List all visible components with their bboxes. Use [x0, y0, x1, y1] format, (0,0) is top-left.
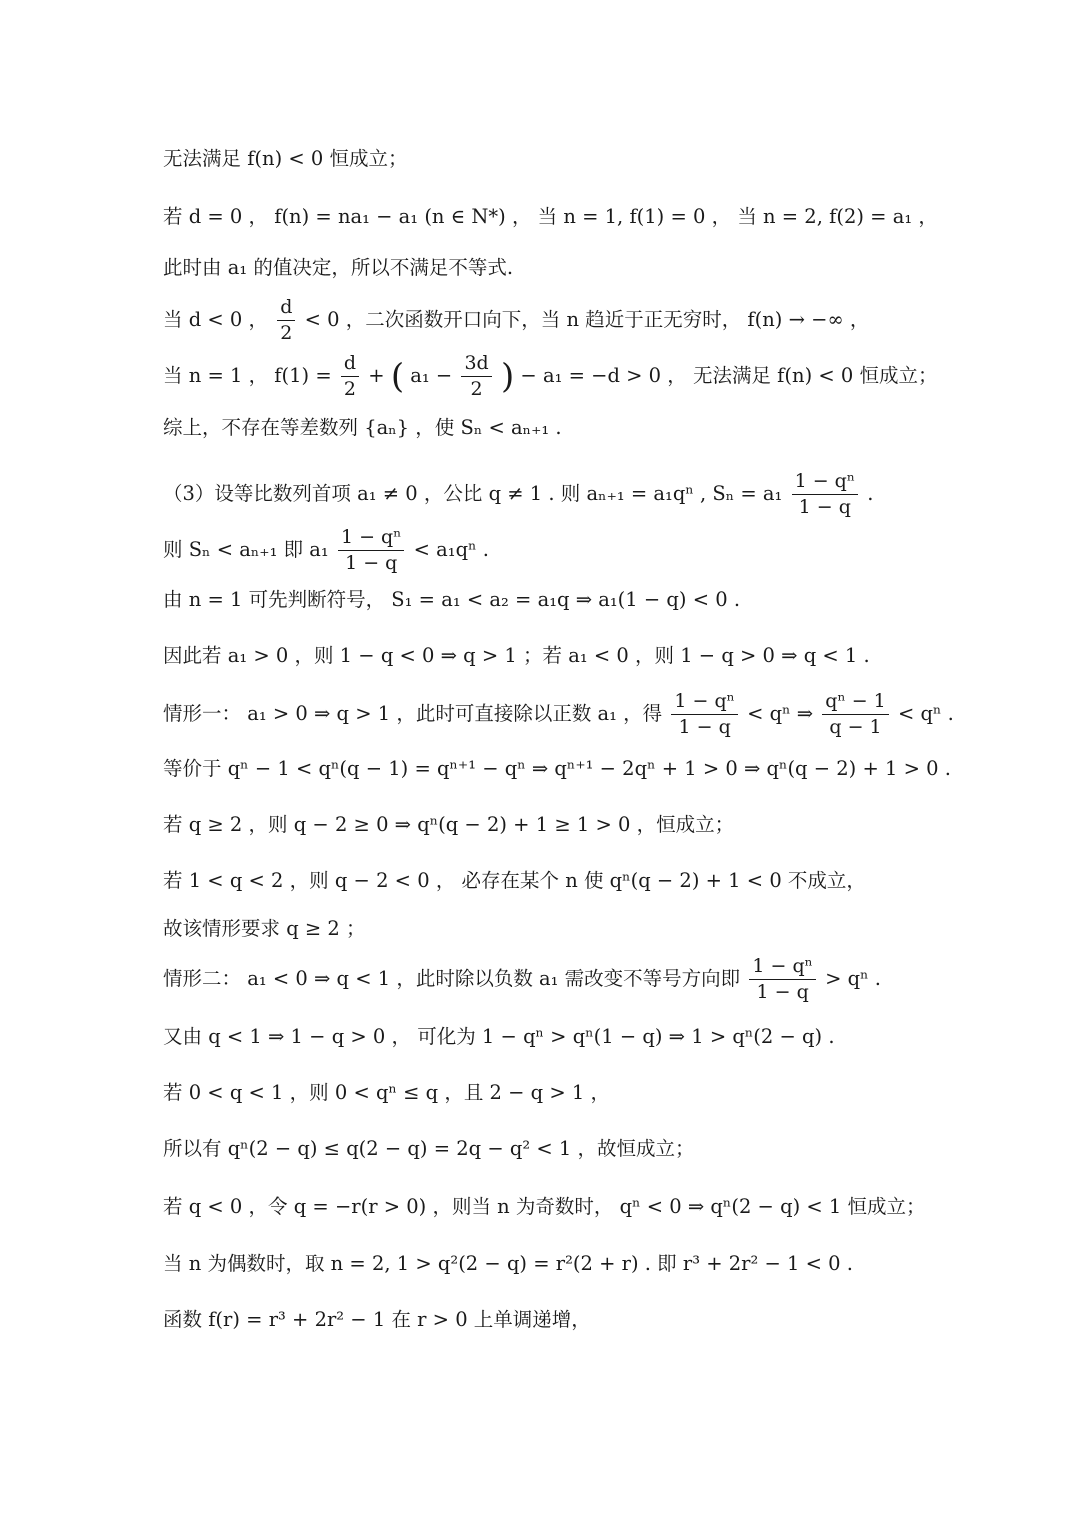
text-line: 当 n 为偶数时，取 n = 2, 1 > q²(2 − q) = r²(2 + r) . 即 r³ + 2r² − 1 < 0 . — [163, 1252, 853, 1275]
text-fragment: < qⁿ ⇒ — [747, 702, 814, 725]
fraction-denominator: 2 — [280, 322, 293, 344]
text-fragment: < a₁qⁿ . — [413, 538, 489, 561]
fraction-numerator: d — [277, 296, 295, 321]
text-line: 函数 f(r) = r³ + 2r² − 1 在 r > 0 上单调递增， — [163, 1308, 591, 1331]
text-fragment: 情形二： a₁ < 0 ⇒ q < 1 ，此时除以负数 a₁ 需改变不等号方向即 — [163, 967, 741, 990]
fraction — [277, 296, 295, 345]
fraction-denominator: 1 − q — [678, 716, 731, 738]
fraction-numerator: 1 − qⁿ — [671, 690, 737, 715]
text-fragment: 当 n = 1 ， f(1) = — [163, 364, 332, 387]
fraction-denominator: 1 − q — [756, 981, 809, 1003]
left-paren: ( — [390, 356, 405, 397]
math-line — [163, 690, 954, 739]
text-line: 若 d = 0 ， f(n) = na₁ − a₁ (n ∈ N*) ， 当 n = 1, f(1) = 0 ， 当 n = 2, f(2) = a₁ ， — [163, 205, 938, 228]
text-fragment: （3）设等比数列首项 a₁ ≠ 0 ，公比 q ≠ 1 . 则 aₙ₊₁ = a₁qⁿ , Sₙ = a₁ — [163, 482, 783, 505]
text-fragment: > qⁿ . — [825, 967, 881, 990]
text-line: 若 1 < q < 2 ，则 q − 2 < 0 ， 必存在某个 n 使 qⁿ(q − 2) + 1 < 0 不成立， — [163, 869, 866, 892]
fraction-numerator: d — [341, 352, 359, 377]
text-line: 若 q ≥ 2 ，则 q − 2 ≥ 0 ⇒ qⁿ(q − 2) + 1 ≥ 1 > 0 ，恒成立； — [163, 813, 735, 836]
fraction-numerator: 1 − qⁿ — [749, 955, 815, 980]
text-fragment: + — [368, 364, 385, 387]
fraction — [341, 352, 359, 401]
text-fragment: 当 d < 0 ， — [163, 308, 269, 331]
text-line: 由 n = 1 可先判断符号， S₁ = a₁ < a₂ = a₁q ⇒ a₁(1 − q) < 0 . — [163, 588, 741, 611]
fraction-denominator: 1 − q — [345, 552, 398, 574]
text-fragment: a₁ − — [410, 364, 453, 387]
fraction-denominator: 2 — [343, 378, 357, 400]
text-line: 若 q < 0 ，令 q = −r(r > 0) ，则当 n 为奇数时， qⁿ < 0 ⇒ qⁿ(2 − q) < 1 恒成立； — [163, 1195, 926, 1218]
math-line — [163, 955, 881, 1004]
fraction-numerator: 1 − qⁿ — [792, 470, 858, 495]
text-fragment: < qⁿ . — [897, 702, 954, 725]
text-fragment: . — [867, 482, 874, 505]
text-fragment: 则 Sₙ < aₙ₊₁ 即 a₁ — [163, 538, 329, 561]
right-paren: ) — [500, 356, 515, 397]
text-line: 又由 q < 1 ⇒ 1 − q > 0 ， 可化为 1 − qⁿ > qⁿ(1 − q) ⇒ 1 > qⁿ(2 − q) . — [163, 1025, 835, 1048]
math-line — [163, 296, 869, 345]
text-line: 此时由 a₁ 的值决定，所以不满足不等式. — [163, 256, 514, 279]
fraction-numerator: 3d — [461, 352, 491, 377]
text-fragment: < 0 ，二次函数开口向下，当 n 趋近于正无穷时， f(n) → −∞ ， — [304, 308, 870, 331]
fraction-denominator: 1 − q — [798, 496, 851, 518]
text-fragment: − a₁ = −d > 0 ， 无法满足 f(n) < 0 恒成立； — [520, 364, 938, 387]
text-line: 若 0 < q < 1 ，则 0 < qⁿ ≤ q ，且 2 − q > 1 ， — [163, 1081, 611, 1104]
fraction — [749, 955, 815, 1004]
text-line: 综上，不存在等差数列 {aₙ} ，使 Sₙ < aₙ₊₁ . — [163, 416, 562, 439]
text-line: 等价于 qⁿ − 1 < qⁿ(q − 1) = qⁿ⁺¹ − qⁿ ⇒ qⁿ⁺¹ − 2qⁿ + 1 > 0 ⇒ qⁿ(q − 2) + 1 > 0 . — [163, 757, 951, 780]
math-line — [163, 526, 489, 575]
text-line: 无法满足 f(n) < 0 恒成立； — [163, 147, 408, 170]
math-line — [163, 352, 938, 401]
fraction — [822, 690, 888, 739]
text-line: 因此若 a₁ > 0 ，则 1 − q < 0 ⇒ q > 1 ；若 a₁ < 0 ，则 1 − q > 0 ⇒ q < 1 . — [163, 644, 870, 667]
math-line — [163, 470, 873, 519]
fraction — [792, 470, 858, 519]
text-line: 所以有 qⁿ(2 − q) ≤ q(2 − q) = 2q − q² < 1 ，故恒成立； — [163, 1137, 695, 1160]
text-line: 故该情形要求 q ≥ 2 ； — [163, 917, 366, 940]
fraction-denominator: 2 — [470, 378, 483, 400]
fraction — [671, 690, 737, 739]
fraction-numerator: 1 − qⁿ — [338, 526, 404, 551]
fraction-numerator: qⁿ − 1 — [822, 690, 888, 715]
fraction — [338, 526, 404, 575]
fraction — [461, 352, 491, 401]
fraction-denominator: q − 1 — [829, 716, 882, 738]
text-fragment: 情形一： a₁ > 0 ⇒ q > 1 ，此时可直接除以正数 a₁ ，得 — [163, 702, 663, 725]
